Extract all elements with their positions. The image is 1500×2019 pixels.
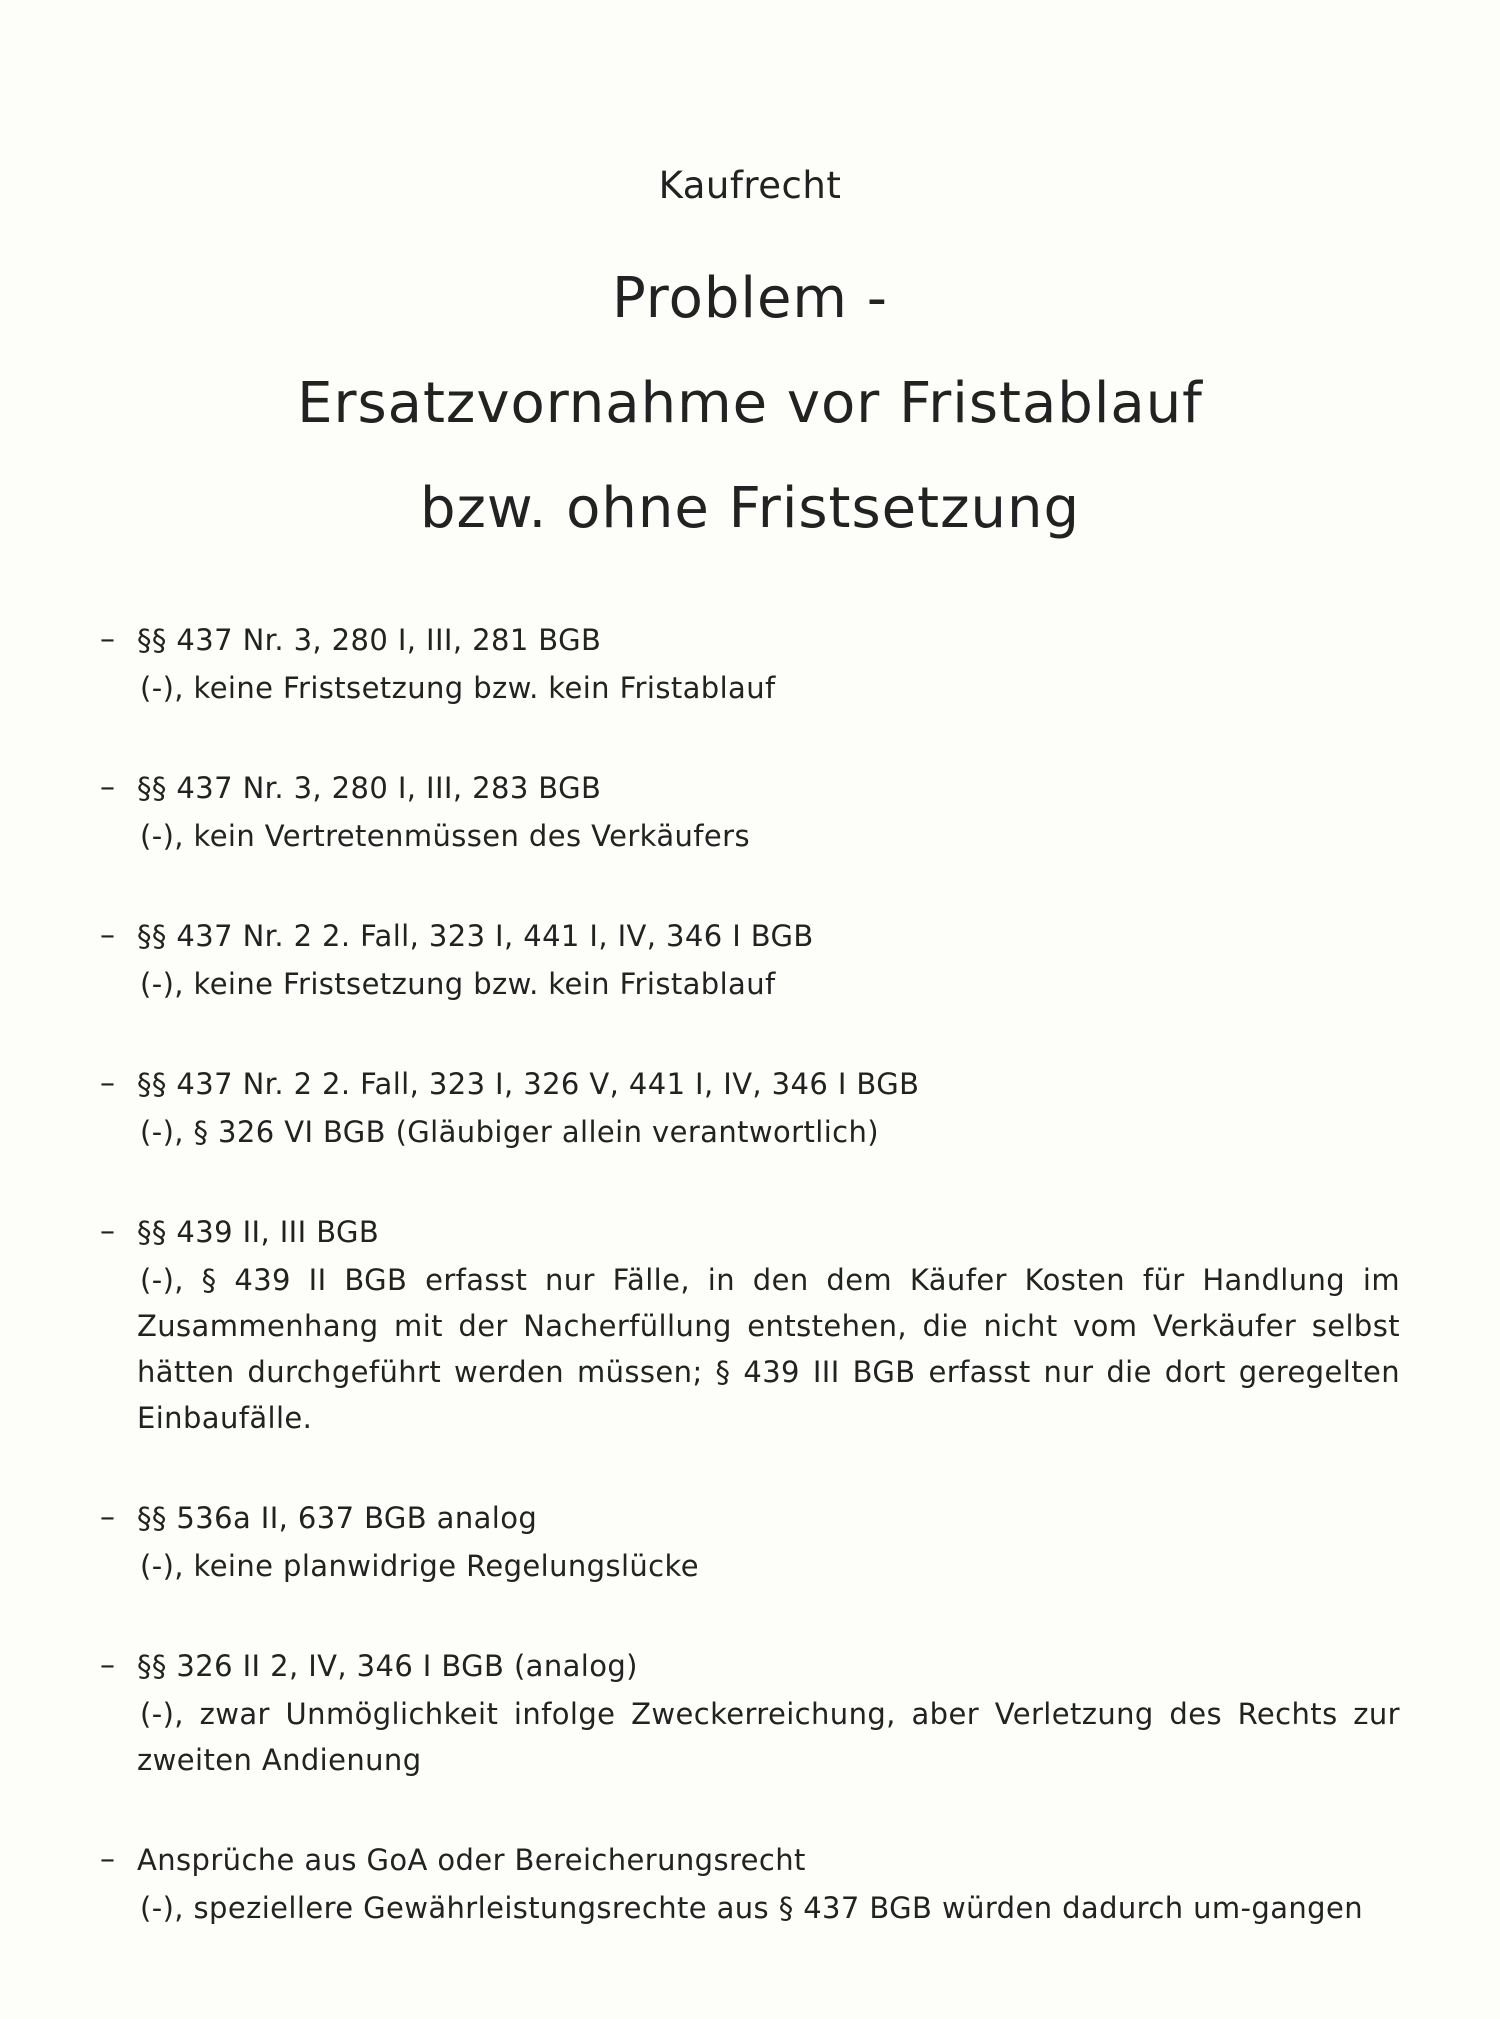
item-body: (-), kein Vertretenmüssen des Verkäufers	[140, 819, 750, 853]
bullet-dash-icon: –	[100, 1648, 115, 1683]
document-title-line-2: Ersatzvornahme vor Fristablauf	[297, 371, 1203, 436]
item-heading: §§ 437 Nr. 3, 280 I, III, 283 BGB	[137, 771, 602, 805]
item-body: (-), § 326 VI BGB (Gläubiger allein verantwortlich)	[140, 1115, 879, 1149]
bullet-dash-icon: –	[100, 770, 115, 805]
item-body: (-), speziellere Gewährleistungsrechte aus § 437 BGB würden dadurch um-gangen	[140, 1891, 1363, 1925]
item-body: (-), keine planwidrige Regelungslücke	[140, 1549, 699, 1583]
item-heading: §§ 536a II, 637 BGB analog	[137, 1501, 538, 1535]
document-title-line-3: bzw. ohne Fristsetzung	[419, 476, 1081, 541]
document-subtitle: Kaufrecht	[658, 164, 842, 207]
item-heading: §§ 437 Nr. 2 2. Fall, 323 I, 441 I, IV, 346 I BGB	[137, 919, 814, 953]
document-title-line-1: Problem -	[612, 266, 888, 331]
item-heading: Ansprüche aus GoA oder Bereicherungsrecht	[137, 1843, 806, 1877]
item-body: (-), keine Fristsetzung bzw. kein Fristablauf	[140, 671, 776, 705]
item-heading: §§ 439 II, III BGB	[137, 1215, 380, 1249]
item-body: (-), keine Fristsetzung bzw. kein Fristablauf	[140, 967, 776, 1001]
list-item	[100, 763, 1400, 859]
document-header	[0, 160, 1500, 561]
list-item	[100, 1059, 1400, 1155]
bullet-dash-icon: –	[100, 918, 115, 953]
item-heading: §§ 326 II 2, IV, 346 I BGB (analog)	[137, 1649, 638, 1683]
list-item	[100, 911, 1400, 1007]
bullet-dash-icon: –	[100, 622, 115, 657]
item-heading: §§ 437 Nr. 3, 280 I, III, 281 BGB	[137, 623, 602, 657]
item-body: (-), zwar Unmöglichkeit infolge Zweckerreichung, aber Verletzung des Rechts zur zweiten Andienung	[137, 1697, 1400, 1777]
list-item	[100, 1207, 1400, 1441]
list-item	[100, 1641, 1400, 1783]
bullet-dash-icon: –	[100, 1842, 115, 1877]
list-item	[100, 615, 1400, 711]
list-item	[100, 1493, 1400, 1589]
list-item	[100, 1835, 1400, 1931]
bullet-dash-icon: –	[100, 1214, 115, 1249]
argument-list	[100, 615, 1400, 1983]
item-heading: §§ 437 Nr. 2 2. Fall, 323 I, 326 V, 441 I, IV, 346 I BGB	[137, 1067, 920, 1101]
item-body: (-), § 439 II BGB erfasst nur Fälle, in den dem Käufer Kosten für Handlung im Zusammenhang mit der Nacherfüllung entstehen, die nicht vom Verkäufer selbst hätten durchgeführt werden müssen; § 439 III BGB erfasst nur die dort geregelten Einbaufälle.	[137, 1263, 1400, 1435]
bullet-dash-icon: –	[100, 1066, 115, 1101]
bullet-dash-icon: –	[100, 1500, 115, 1535]
